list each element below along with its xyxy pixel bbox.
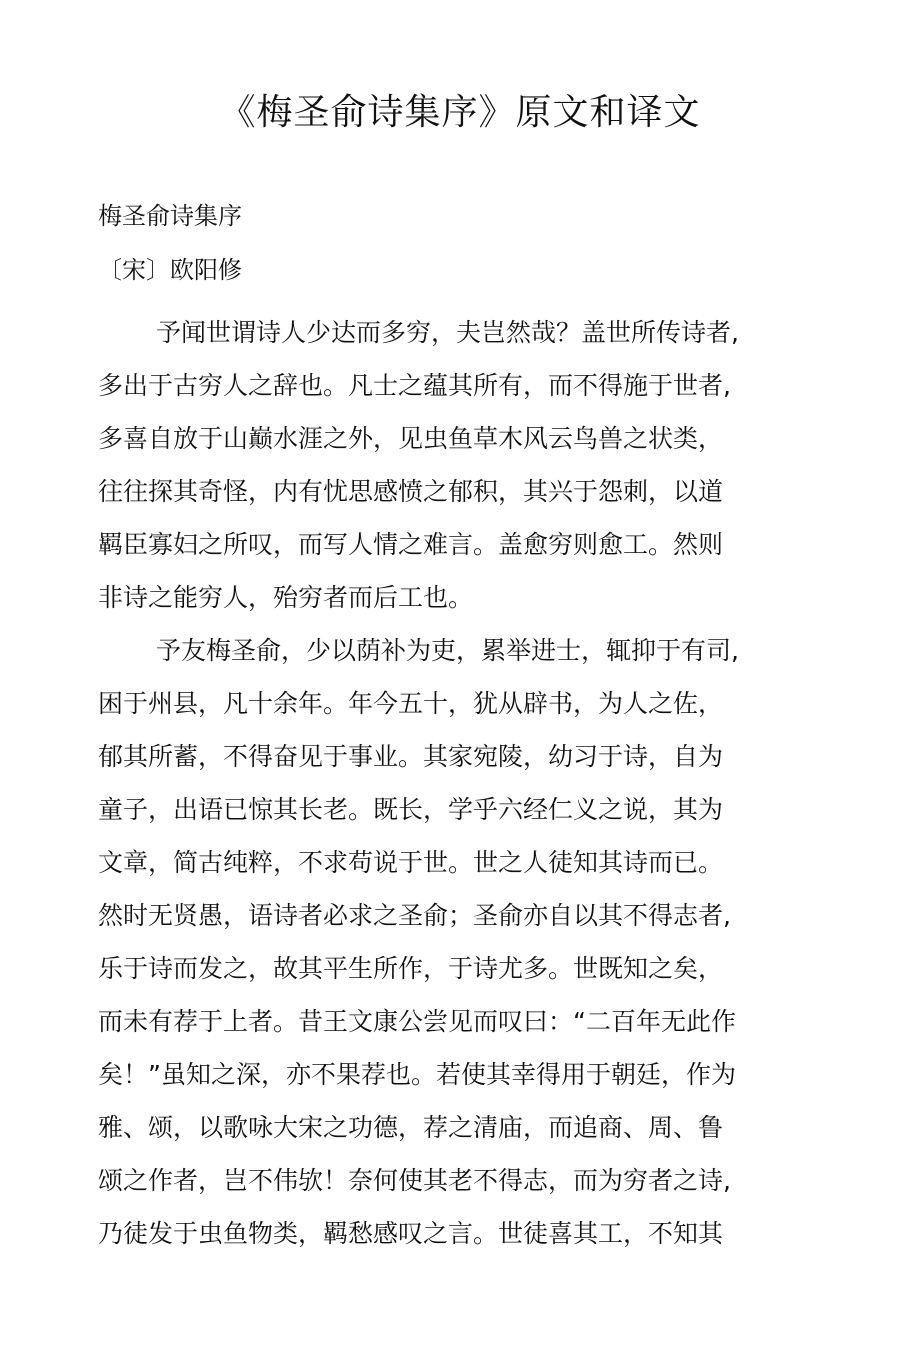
text-line: 羁臣寡妇之所叹，而写人情之难言。盖愈穷则愈工。然则 — [98, 530, 724, 559]
text-line: 文章，简古纯粹，不求苟说于世。世之人徒知其诗而已。 — [98, 848, 724, 877]
text-line: 乐于诗而发之，故其平生所作，于诗尤多。世既知之矣， — [98, 954, 724, 983]
text-line: 然时无贤愚，语诗者必求之圣俞；圣俞亦自以其不得志者, — [98, 901, 731, 930]
text-line: 颂之作者，岂不伟欤！奈何使其老不得志，而为穷者之诗, — [98, 1166, 731, 1195]
text-line: 雅、颂，以歌咏大宋之功德，荐之清庙，而追商、周、鲁 — [98, 1113, 724, 1142]
text-line: 童子，出语已惊其长老。既长，学乎六经仁义之说，其为 — [98, 795, 724, 824]
work-title: 梅圣俞诗集序 — [98, 202, 242, 230]
text-line: 非诗之能穷人，殆穷者而后工也。 — [98, 583, 474, 612]
paragraph-1 — [98, 306, 798, 624]
document-title: 《梅圣俞诗集序》原文和译文 — [219, 92, 701, 133]
author-line: 〔宋〕欧阳修 — [98, 256, 242, 284]
text-line: 矣！”虽知之深，亦不果荐也。若使其幸得用于朝廷，作为 — [98, 1060, 736, 1089]
text-line: 乃徒发于虫鱼物类，羁愁感叹之言。世徒喜其工，不知其 — [98, 1219, 724, 1248]
text-line: 困于州县，凡十余年。年今五十，犹从辟书，为人之佐， — [98, 689, 724, 718]
text-line: 予友梅圣俞，少以荫补为吏，累举进士，辄抑于有司, — [156, 636, 739, 665]
text-line: 往往探其奇怪，内有忧思感愤之郁积，其兴于怨刺，以道 — [98, 477, 724, 506]
text-line: 多出于古穷人之辞也。凡士之蕴其所有，而不得施于世者, — [98, 371, 731, 400]
text-line: 多喜自放于山巅水涯之外，见虫鱼草木风云鸟兽之状类， — [98, 424, 724, 453]
paragraph-2 — [98, 624, 798, 1260]
text-line: 予闻世谓诗人少达而多穷，夫岂然哉？盖世所传诗者, — [156, 318, 739, 347]
text-line: 郁其所蓄，不得奋见于事业。其家宛陵，幼习于诗，自为 — [98, 742, 724, 771]
text-line: 而未有荐于上者。昔王文康公尝见而叹曰：“二百年无此作 — [98, 1007, 736, 1036]
